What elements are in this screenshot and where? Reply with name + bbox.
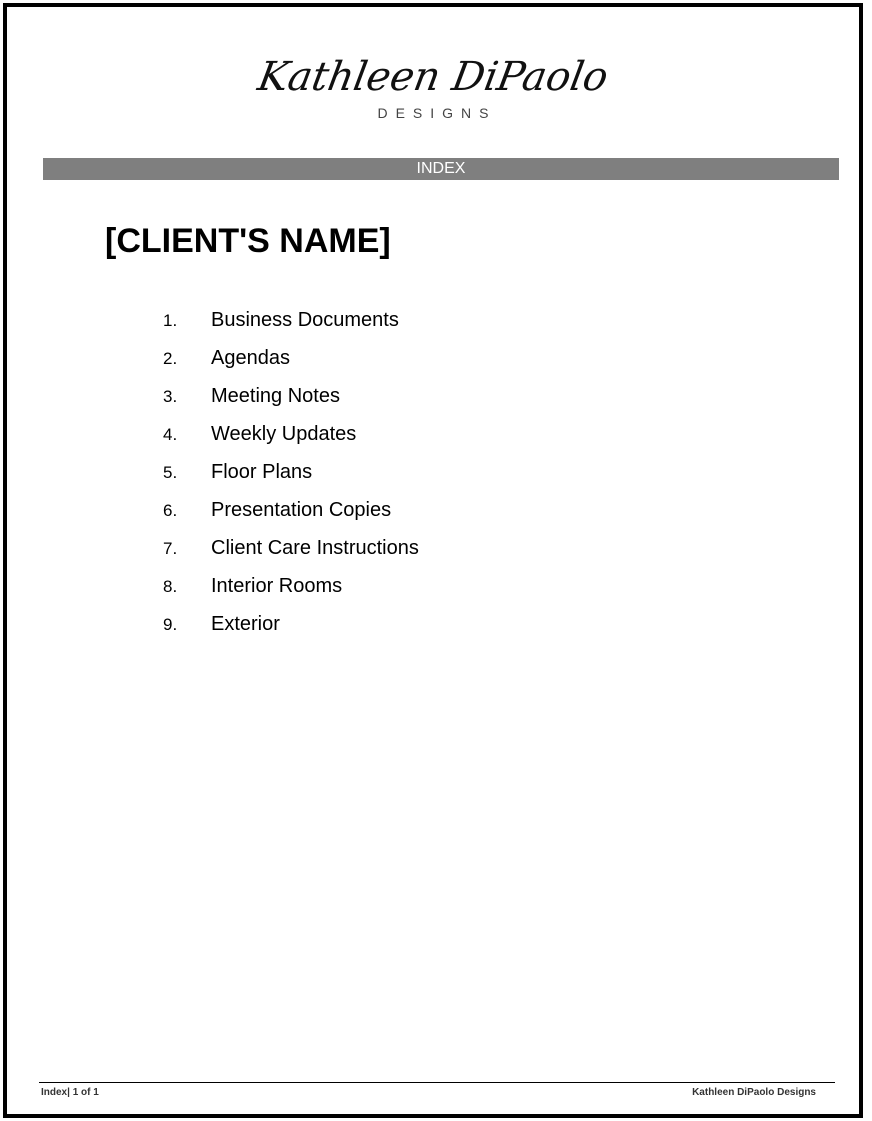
client-name-heading: [CLIENT'S NAME] bbox=[105, 222, 391, 260]
footer-company-name: Kathleen DiPaolo Designs bbox=[692, 1087, 816, 1098]
index-item bbox=[147, 575, 419, 613]
index-item-label: Weekly Updates bbox=[211, 423, 357, 445]
index-item-label: Business Documents bbox=[211, 309, 399, 331]
index-item bbox=[147, 461, 419, 499]
index-item-label: Agendas bbox=[211, 347, 290, 369]
index-item-label: Floor Plans bbox=[211, 461, 313, 483]
index-item bbox=[147, 309, 419, 347]
footer-page-info: Index| 1 of 1 bbox=[41, 1087, 99, 1098]
index-item-number: 5. bbox=[163, 463, 178, 482]
index-item bbox=[147, 347, 419, 385]
logo-script-text: Kathleen DiPaolo bbox=[254, 54, 612, 100]
index-item-label: Presentation Copies bbox=[211, 499, 392, 521]
index-item-number: 8. bbox=[163, 577, 178, 596]
index-item-label: Interior Rooms bbox=[211, 575, 343, 597]
index-item-number: 1. bbox=[163, 311, 178, 330]
index-item bbox=[147, 385, 419, 423]
index-item-label: Meeting Notes bbox=[211, 385, 340, 407]
index-item bbox=[147, 499, 419, 537]
index-item-number: 7. bbox=[163, 539, 178, 558]
index-item-number: 6. bbox=[163, 501, 178, 520]
logo-subtitle: DESIGNS bbox=[377, 105, 497, 121]
company-logo bbox=[7, 49, 859, 121]
index-item-number: 2. bbox=[163, 349, 178, 368]
index-item bbox=[147, 423, 419, 461]
index-item-number: 9. bbox=[163, 615, 178, 634]
index-list bbox=[147, 309, 419, 651]
footer-divider bbox=[39, 1082, 835, 1083]
index-item-number: 4. bbox=[163, 425, 178, 444]
section-header-bar: INDEX bbox=[43, 158, 839, 180]
index-item-label: Client Care Instructions bbox=[211, 537, 419, 559]
index-item bbox=[147, 537, 419, 575]
index-item bbox=[147, 613, 419, 651]
document-page bbox=[3, 3, 863, 1118]
index-item-label: Exterior bbox=[211, 613, 280, 635]
index-item-number: 3. bbox=[163, 387, 178, 406]
